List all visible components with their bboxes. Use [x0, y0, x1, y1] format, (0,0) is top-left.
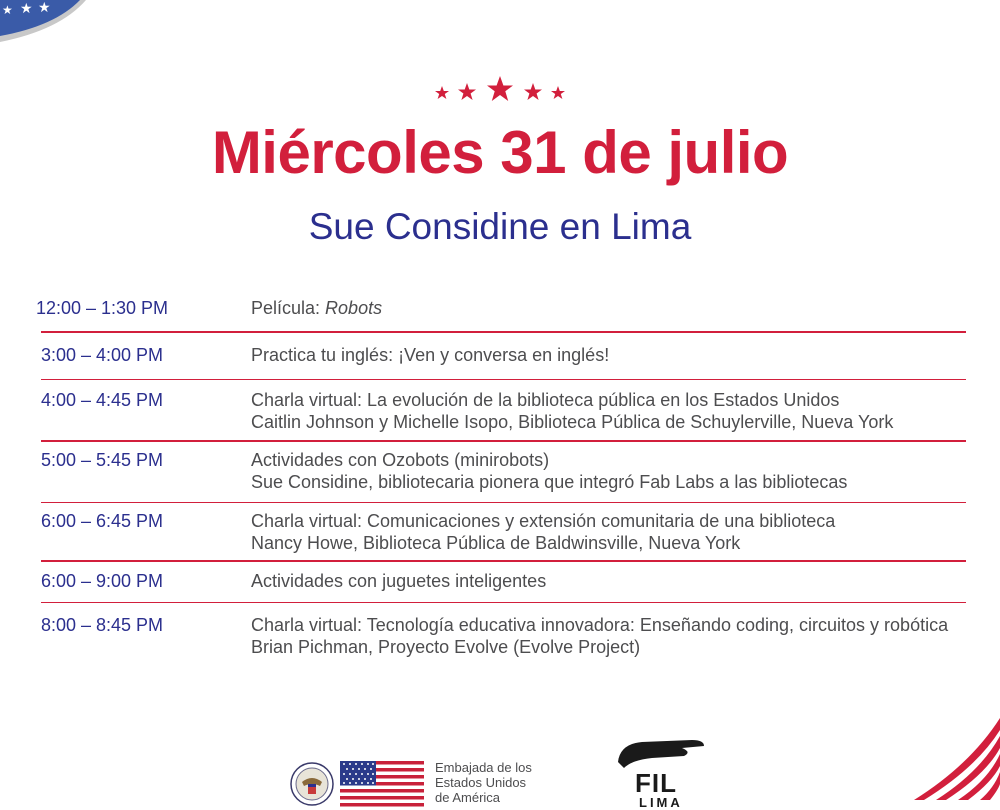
schedule-time: 6:00 – 9:00 PM: [40, 570, 164, 591]
stars-decoration: [0, 74, 1000, 109]
schedule-time: 3:00 – 4:00 PM: [40, 344, 164, 365]
schedule-description: [251, 344, 1000, 366]
schedule-label: Película:: [251, 298, 326, 318]
page-subtitle: Sue Considine en Lima: [308, 206, 692, 247]
svg-text:★: ★: [2, 3, 13, 17]
schedule-line1: Charla virtual: La evolución de la biblioteca pública en los Estados Unidos: [251, 390, 840, 410]
schedule-row: [0, 562, 1000, 602]
schedule-time: 12:00 – 1:30 PM: [35, 298, 169, 318]
us-flag-icon: [340, 761, 424, 807]
schedule-description: [251, 389, 1000, 433]
star-icon: [430, 74, 570, 104]
lima-logo-text: LIMA: [639, 795, 683, 810]
schedule-row: [0, 442, 1000, 502]
schedule-line2: Sue Considine, bibliotecaria pionera que integró Fab Labs a las bibliotecas: [251, 471, 848, 492]
schedule-time: 8:00 – 8:45 PM: [40, 615, 164, 635]
schedule-line1: Charla virtual: Comunicaciones y extensión comunitaria de una biblioteca: [251, 511, 836, 531]
schedule-line1: Charla virtual: Tecnología educativa innovadora: Enseñando coding, circuitos y robótica: [251, 615, 949, 635]
schedule-line2: Nancy Howe, Biblioteca Pública de Baldwinsville, Nueva York: [251, 533, 741, 553]
page-title: Miércoles 31 de julio: [211, 119, 789, 186]
schedule-row: [0, 333, 1000, 379]
corner-flag-decoration: [0, 0, 110, 50]
fil-hand-icon: [612, 732, 708, 772]
embassy-seal-icon: [290, 762, 334, 806]
schedule-description: [251, 614, 1000, 658]
schedule-row: [0, 380, 1000, 440]
schedule-time: 5:00 – 5:45 PM: [40, 449, 164, 470]
schedule-line1: Actividades con Ozobots (minirobots): [251, 449, 550, 470]
svg-text:★: ★: [20, 1, 33, 17]
schedule-description: [251, 570, 1000, 592]
svg-text:★: ★: [38, 0, 51, 16]
embassy-name: Embajada de los Estados Unidos de América: [435, 760, 532, 805]
schedule-line2: Caitlin Johnson y Michelle Isopo, Biblioteca Pública de Schuylerville, Nueva York: [251, 412, 894, 432]
schedule-line2: Brian Pichman, Proyecto Evolve (Evolve Project): [251, 637, 641, 657]
schedule-row: [0, 294, 1000, 331]
schedule-description: [251, 297, 1000, 319]
schedule-description: [251, 510, 1000, 554]
schedule-description: [251, 449, 1000, 493]
schedule-time: 6:00 – 6:45 PM: [40, 511, 164, 531]
schedule-time: 4:00 – 4:45 PM: [40, 390, 164, 410]
schedule-line1: Practica tu inglés: ¡Ven y conversa en inglés!: [251, 344, 610, 365]
schedule-list: [0, 294, 1000, 663]
footer-logos: [0, 730, 1000, 810]
schedule-row: [0, 503, 1000, 560]
schedule-label-italic: Robots: [325, 298, 383, 318]
schedule-line1: Actividades con juguetes inteligentes: [251, 570, 547, 591]
fil-logo-text: FIL: [635, 768, 677, 798]
schedule-row: [0, 603, 1000, 663]
corner-stripes-decoration: [890, 710, 1000, 800]
